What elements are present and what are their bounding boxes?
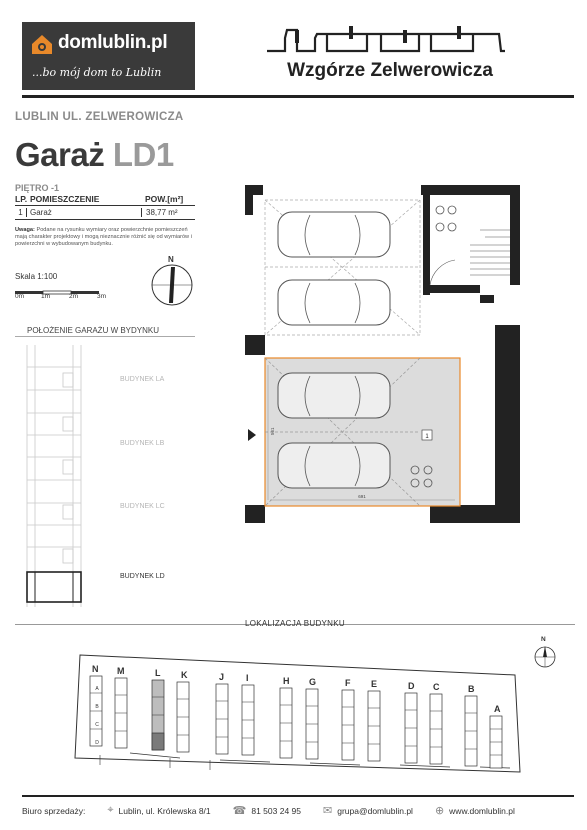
header-area: POW.[m²] bbox=[145, 194, 184, 204]
header-room: POMIESZCZENIE bbox=[30, 194, 100, 204]
row-area: 38,77 m² bbox=[141, 208, 195, 217]
compass-icon bbox=[530, 637, 560, 678]
site-building-b bbox=[465, 696, 477, 766]
entry-arrow-icon bbox=[248, 428, 256, 446]
footer-divider bbox=[22, 795, 574, 797]
room-number-label: 1 bbox=[425, 434, 429, 440]
site-buildings bbox=[70, 650, 530, 780]
site-building-label: D bbox=[408, 681, 415, 691]
logo-slogan: ...bo mój dom to Lublin bbox=[32, 66, 162, 79]
floor-label: PIĘTRO -1 bbox=[15, 183, 60, 193]
building-label: BUDYNEK LC bbox=[120, 503, 165, 510]
unit-letter: B bbox=[95, 704, 99, 710]
building-label: BUDYNEK LA bbox=[120, 376, 165, 383]
footer-website-text: www.domlublin.pl bbox=[449, 805, 515, 816]
footer bbox=[22, 804, 574, 817]
unit-type: Garaż bbox=[15, 136, 105, 173]
site-building-h bbox=[280, 688, 292, 758]
dimension-depth: 561 bbox=[270, 427, 275, 435]
brand-title: Wzgórze Zelwerowicza bbox=[287, 60, 493, 81]
unit-code: LD1 bbox=[112, 136, 174, 173]
note-text: Podane na rysunku wymiary oraz powierzchnie pomieszczeń mają charakter projektowy i mogą nieznacznie różnić się od wymiarów i powierzchni w wybudowanym budynku. bbox=[15, 227, 192, 247]
rooms-table bbox=[15, 194, 195, 220]
header-divider bbox=[22, 95, 574, 98]
site-building-i bbox=[242, 685, 254, 755]
site-building-label: E bbox=[371, 679, 378, 689]
building-position-header bbox=[15, 326, 195, 337]
site-building-label: H bbox=[283, 676, 290, 686]
footer-email-text: grupa@domlublin.pl bbox=[337, 805, 413, 816]
footer-phone-text: 81 503 24 95 bbox=[251, 805, 301, 816]
header-lp: LP. bbox=[15, 194, 28, 204]
site-building-d bbox=[405, 693, 417, 763]
footer-address-text: Lublin, ul. Królewska 8/1 bbox=[118, 805, 211, 816]
row-room: Garaż bbox=[30, 208, 52, 217]
site-building-label: F bbox=[345, 678, 351, 688]
footer-address[interactable] bbox=[107, 804, 210, 817]
row-lp: 1 bbox=[15, 208, 27, 217]
compass-north-label: N bbox=[541, 636, 546, 643]
site-building-label: N bbox=[92, 664, 99, 674]
address-label: LUBLIN UL. ZELWEROWICZA bbox=[15, 111, 184, 123]
site-plan-header bbox=[15, 613, 575, 628]
house-icon bbox=[30, 32, 54, 61]
floor-plan-drawing bbox=[240, 185, 530, 535]
site-building-label: M bbox=[117, 666, 125, 676]
page-title bbox=[15, 136, 174, 174]
compass-icon bbox=[149, 255, 195, 312]
globe-icon: ⊕ bbox=[434, 805, 445, 817]
location-pin-icon: ⌖ bbox=[107, 804, 114, 816]
envelope-icon: ✉ bbox=[323, 805, 333, 817]
site-building-label: K bbox=[181, 670, 188, 680]
building-label-current: BUDYNEK LD bbox=[120, 573, 165, 580]
site-building-label: A bbox=[494, 704, 501, 714]
scale-tick: 1m bbox=[41, 293, 51, 300]
phone-icon: ☎ bbox=[232, 805, 247, 817]
logo-name: domlublin.pl bbox=[58, 32, 168, 53]
site-building-f bbox=[342, 690, 354, 760]
skyline-logo-icon bbox=[267, 24, 505, 59]
site-building-label: B bbox=[468, 684, 475, 694]
building-section-drawing bbox=[25, 345, 85, 612]
unit-letter: A bbox=[95, 686, 99, 692]
site-building-label: L bbox=[155, 668, 161, 678]
site-building-l bbox=[152, 680, 164, 750]
section-title: LOKALIZACJA BUDYNKU bbox=[245, 619, 345, 628]
footer-phone[interactable] bbox=[233, 804, 301, 817]
disclaimer-note bbox=[15, 227, 197, 248]
footer-office-label: Biuro sprzedaży: bbox=[22, 805, 86, 816]
site-building-c bbox=[430, 694, 442, 764]
scale-tick: 0m bbox=[15, 293, 25, 300]
scale-tick: 3m bbox=[97, 293, 107, 300]
site-building-label: C bbox=[433, 682, 440, 692]
footer-office bbox=[22, 806, 85, 816]
scale-tick: 2m bbox=[69, 293, 79, 300]
site-building-label: I bbox=[246, 673, 249, 683]
scale-label: Skala 1:100 bbox=[15, 272, 58, 281]
site-building-label: G bbox=[309, 677, 317, 687]
site-building-m bbox=[115, 678, 127, 748]
rooms-table-header bbox=[15, 194, 195, 206]
note-label: Uwaga: bbox=[15, 227, 35, 233]
site-building-a bbox=[490, 716, 502, 768]
site-building-e bbox=[368, 691, 380, 761]
table-row bbox=[15, 206, 195, 220]
footer-website[interactable] bbox=[435, 804, 515, 817]
site-building-label: J bbox=[219, 672, 225, 682]
brand-logo[interactable] bbox=[22, 22, 195, 90]
unit-letter: C bbox=[95, 722, 99, 728]
site-building-g bbox=[306, 689, 318, 759]
dimension-width: 691 bbox=[358, 494, 366, 499]
building-label: BUDYNEK LB bbox=[120, 440, 165, 447]
site-unit-labels bbox=[93, 680, 101, 752]
compass-north-label: N bbox=[168, 255, 174, 264]
site-building-k bbox=[177, 682, 189, 752]
site-building-j bbox=[216, 684, 228, 754]
unit-letter: D bbox=[95, 740, 99, 746]
section-title: POŁOŻENIE GARAŻU W BYDYNKU bbox=[27, 326, 160, 335]
footer-email[interactable] bbox=[323, 804, 413, 817]
